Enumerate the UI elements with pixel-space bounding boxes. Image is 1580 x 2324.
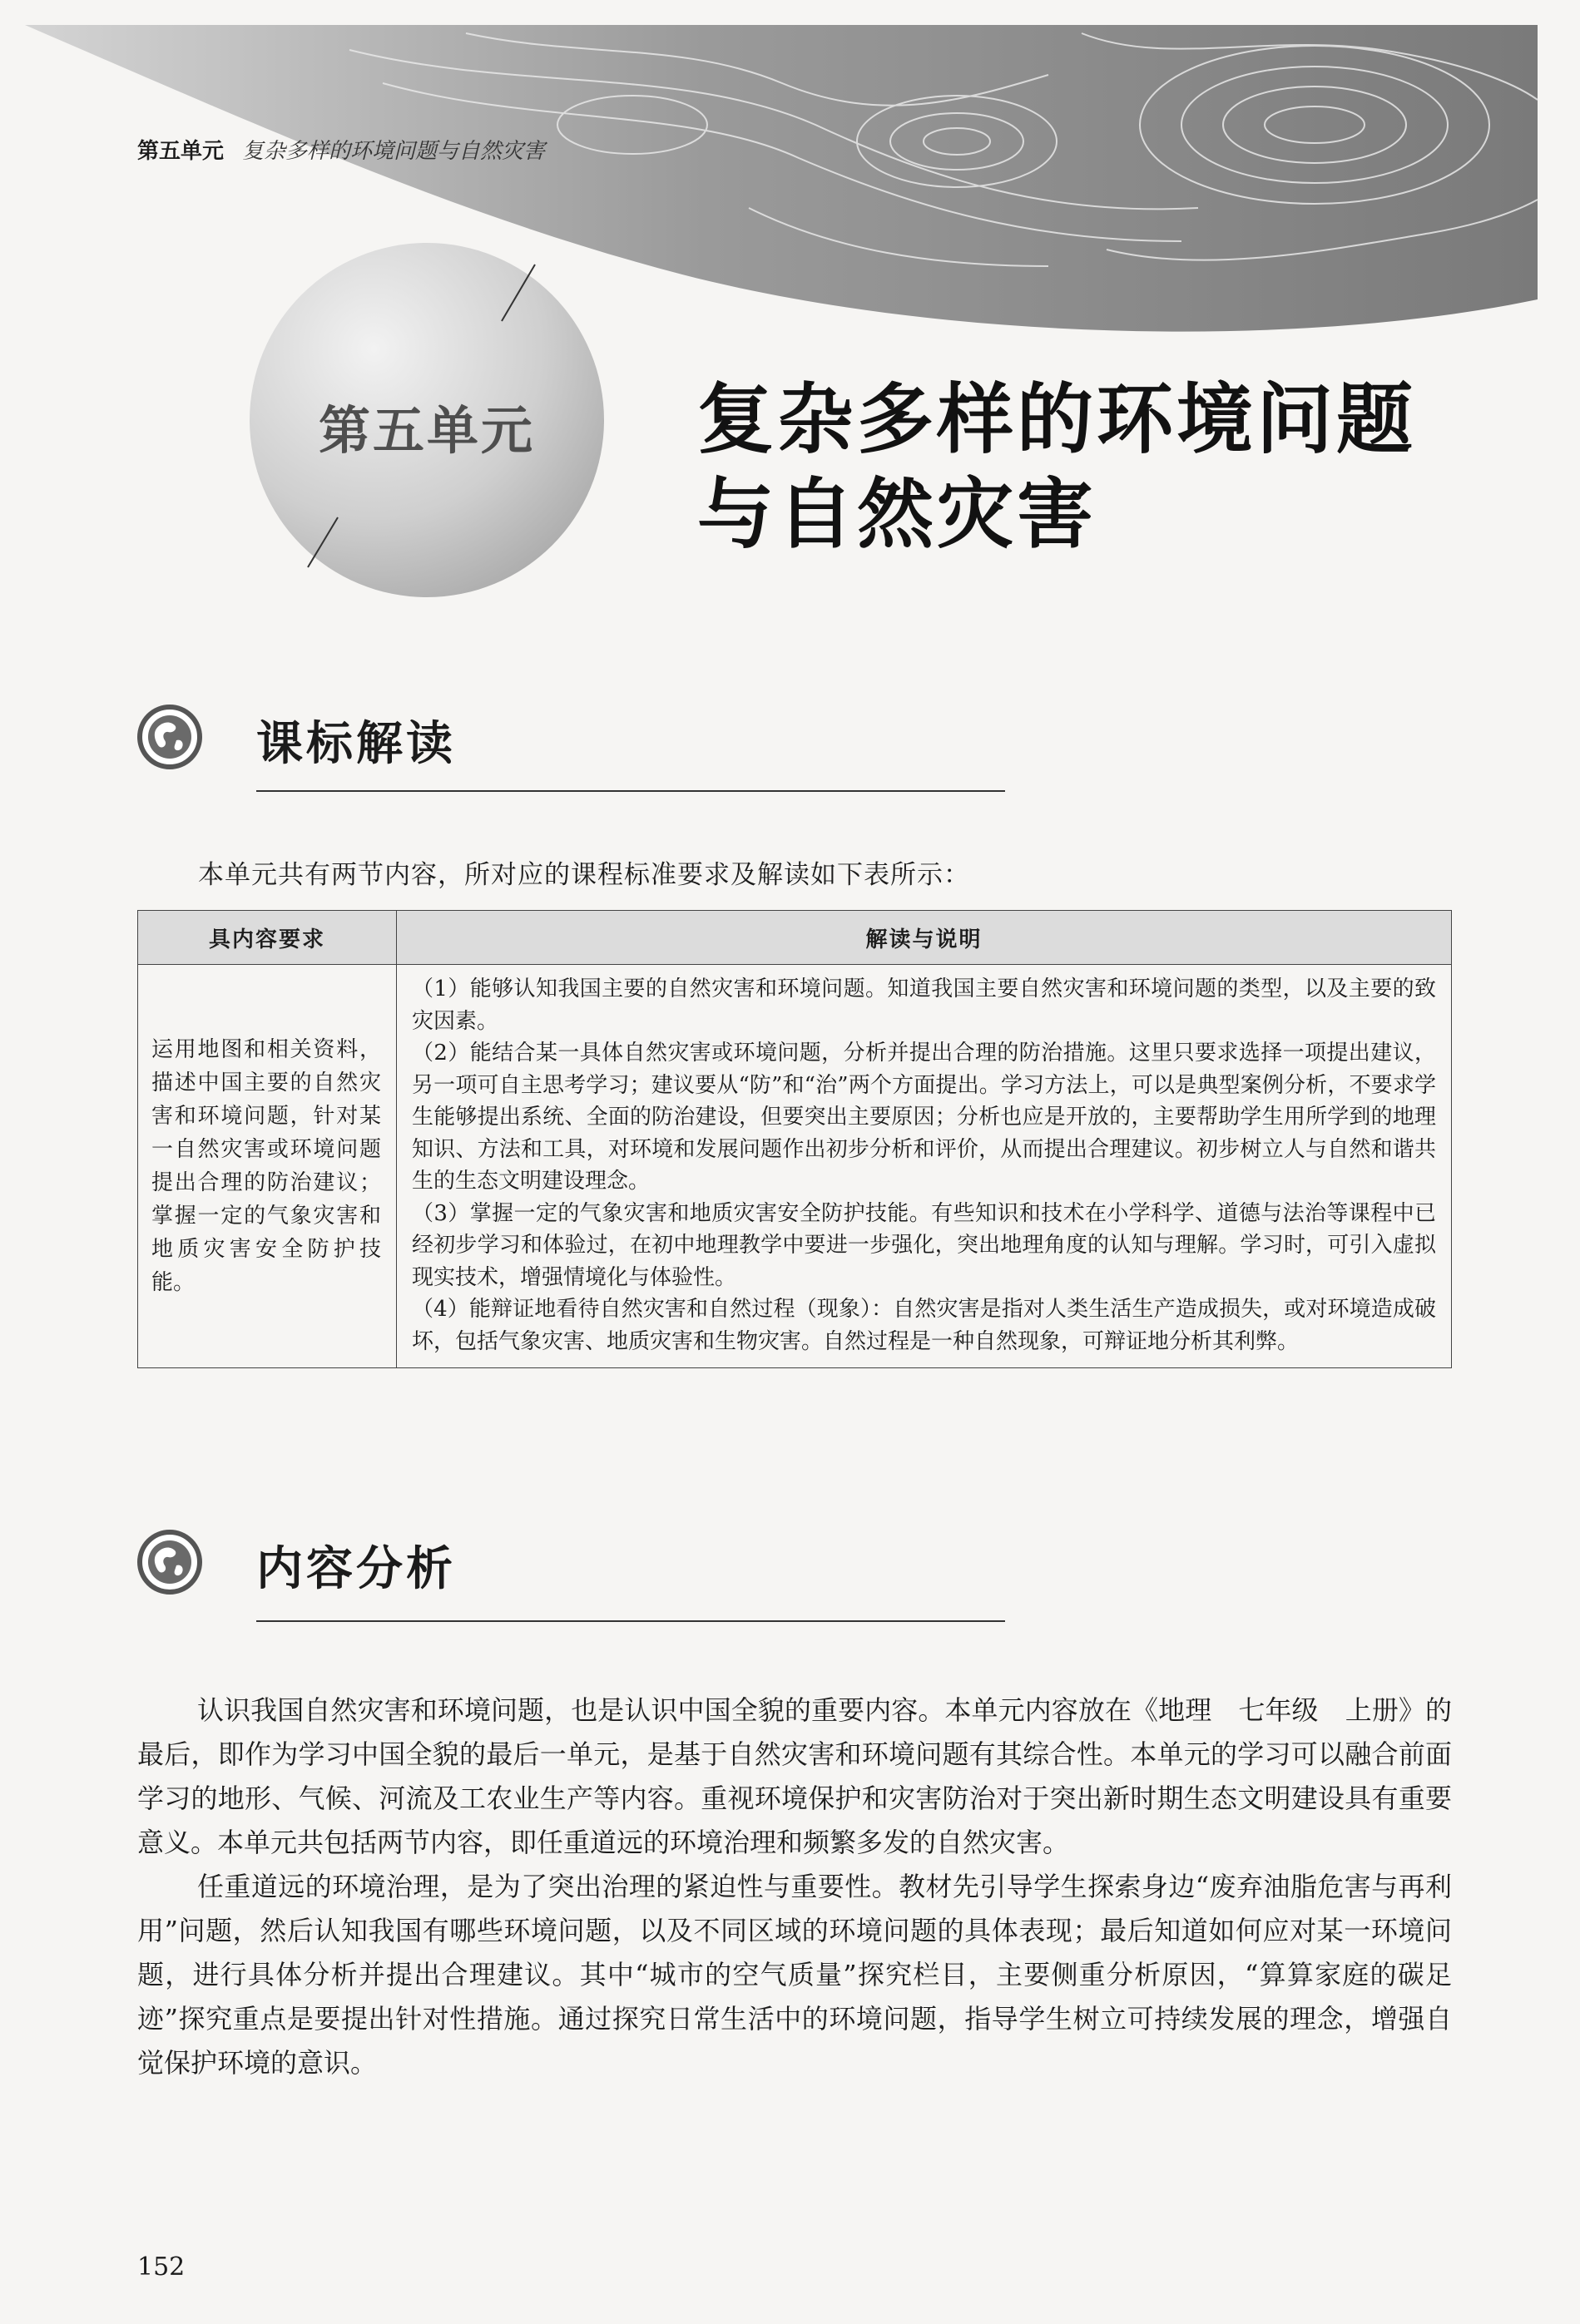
explanation-cell <box>397 965 1452 1368</box>
running-head-title: 复杂多样的环境问题与自然灾害 <box>242 139 546 164</box>
section1-title: 课标解读 <box>256 717 456 771</box>
unit-badge-label: 第五单元 <box>318 400 535 461</box>
table-header-row <box>138 911 1452 965</box>
contour-banner <box>0 0 1580 366</box>
requirement-cell: 运用地图和相关资料，描述中国主要的自然灾害和环境问题，针对某一自然灾害或环境问题提出合理的防治建议；掌握一定的气象灾害和地质灾害安全防护技能。 <box>138 965 397 1368</box>
section2-rule <box>256 1620 1005 1622</box>
paragraph-2: 任重道远的环境治理，是为了突出治理的紧迫性与重要性。教材先引导学生探索身边“废弃油脂危害与再利用”问题，然后认知我国有哪些环境问题，以及不同区域的环境问题的具体表现；最后知道如何应对某一环境问题，进行具体分析并提出合理建议。其中“城市的空气质量”探究栏目，主要侧重分析原因，“算算家庭的碳足迹”探究重点是要提出针对性措施。通过探究日常生活中的环境问题，指导学生树立可持续发展的理念，增强自觉保护环境的意识。 <box>137 1871 1452 2079</box>
table-header-requirement: 具内容要求 <box>138 911 397 965</box>
main-title <box>697 373 1416 562</box>
running-head <box>137 134 545 165</box>
table-row <box>138 965 1452 1368</box>
explanation-item-3: （3）掌握一定的气象灾害和地质灾害安全防护技能。有些知识和技术在小学科学、道德与法治等课程中已经初步学习和体验过，在初中地理教学中要进一步强化，突出地理角度的认知与理解。学习时，可引入虚拟现实技术，增强情境化与体验性。 <box>412 1200 1436 1290</box>
main-title-line1: 复杂多样的环境问题 <box>697 375 1417 464</box>
globe-icon <box>136 704 203 770</box>
running-head-unit: 第五单元 <box>137 139 225 164</box>
standards-table <box>137 910 1452 1368</box>
table-header-explanation: 解读与说明 <box>397 911 1452 965</box>
section1-rule <box>256 790 1005 792</box>
paragraph-1: 认识我国自然灾害和环境问题，也是认识中国全貌的重要内容。本单元内容放在《地理 七年级 上册》的最后，即作为学习中国全貌的最后一单元，是基于自然灾害和环境问题有其综合性。本单元的学习可以融合前面学习的地形、气候、河流及工农业生产等内容。重视环境保护和灾害防治对于突出新时期生态文明建设具有重要意义。本单元共包括两节内容，即任重道远的环境治理和频繁多发的自然灾害。 <box>137 1694 1452 1858</box>
section1-intro: 本单元共有两节内容，所对应的课程标准要求及解读如下表所示： <box>198 860 970 890</box>
content-analysis-body <box>137 1689 1452 2085</box>
section2-title: 内容分析 <box>256 1542 456 1596</box>
explanation-item-4: （4）能辩证地看待自然灾害和自然过程（现象）：自然灾害是指对人类生活生产造成损失，或对环境造成破坏，包括气象灾害、地质灾害和生物灾害。自然过程是一种自然现象，可辩证地分析其利弊。 <box>412 1297 1436 1354</box>
page-number: 152 <box>137 2252 186 2282</box>
explanation-item-1: （1）能够认知我国主要的自然灾害和环境问题。知道我国主要自然灾害和环境问题的类型，以及主要的致灾因素。 <box>412 977 1436 1034</box>
globe-icon <box>136 1529 203 1595</box>
main-title-line2: 与自然灾害 <box>697 470 1097 559</box>
explanation-item-2: （2）能结合某一具体自然灾害或环境问题，分析并提出合理的防治措施。这里只要求选择一项提出建议，另一项可自主思考学习；建议要从“防”和“治”两个方面提出。学习方法上，可以是典型案例分析，不要求学生能够提出系统、全面的防治建设，但要突出主要原因；分析也应是开放的，主要帮助学生用所学到的地理知识、方法和工具，对环境和发展问题作出初步分析和评价，从而提出合理建议。初步树立人与自然和谐共生的生态文明建设理念。 <box>412 1041 1436 1194</box>
